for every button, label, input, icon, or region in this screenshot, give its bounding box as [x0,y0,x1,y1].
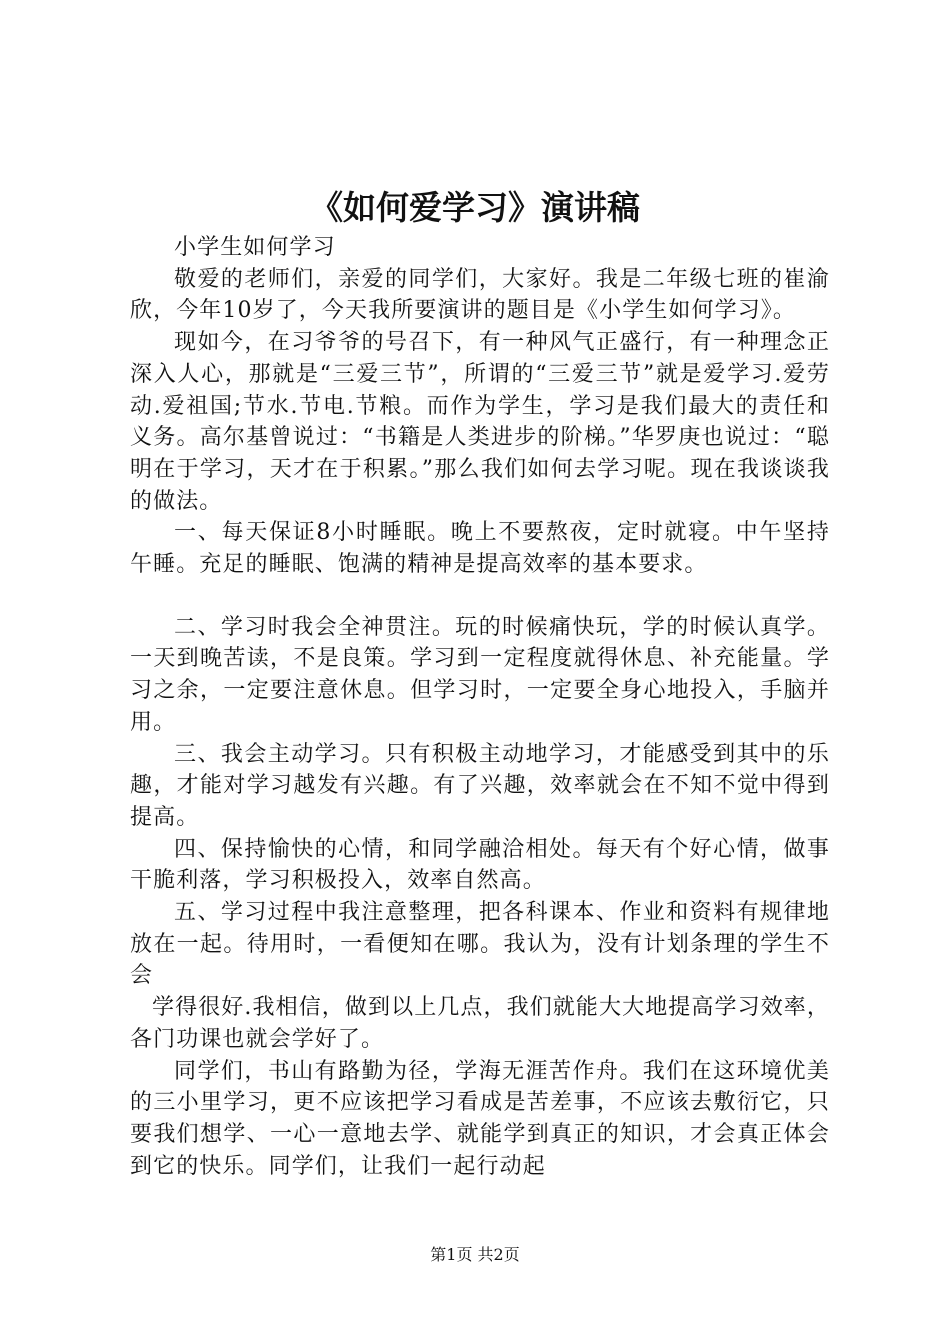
paragraph-point-2: 二、学习时我会全神贯注。玩的时候痛快玩，学的时候认真学。一天到晚苦读，不是良策。学习到一定程度就得休息、补充能量。学习之余，一定要注意休息。但学习时，一定要全身心地投入，手脑并用。 [130,614,830,735]
page-title: 《如何爱学习》演讲稿 [310,188,640,227]
paragraph-point-5: 五、学习过程中我注意整理，把各科课本、作业和资料有规律地放在一起。待用时，一看便知在哪。我认为，没有计划条理的学生不会 [130,900,830,989]
paragraph-point-3: 三、我会主动学习。只有积极主动地学习，才能感受到其中的乐趣，才能对学习越发有兴趣。有了兴趣，效率就会在不知不觉中得到提高。 [130,741,830,830]
paragraph-intro: 现如今，在习爷爷的号召下，有一种风气正盛行，有一种理念正深入人心，那就是“三爱三节”，所谓的“三爱三节”就是爱学习.爱劳动.爱祖国;节水.节电.节粮。而作为学生，学习是我们最大的责任和义务。高尔基曾说过：“书籍是人类进步的阶梯。”华罗庚也说过：“聪明在于学习，天才在于积累。”那么我们如何去学习呢。现在我谈谈我的做法。 [130,330,830,514]
paragraph-point-1: 一、每天保证8小时睡眠。晚上不要熬夜，定时就寝。中午坚持午睡。充足的睡眠、饱满的精神是提高效率的基本要求。 [130,520,830,578]
page-number-footer: 第1页 共2页 [430,1245,520,1264]
paragraph-greeting: 敬爱的老师们，亲爱的同学们，大家好。我是二年级七班的崔渝欣，今年10岁了，今天我所要演讲的题目是《小学生如何学习》。 [130,266,830,324]
paragraph-closing: 同学们，书山有路勤为径，学海无涯苦作舟。我们在这环境优美的三小里学习，更不应该把学习看成是苦差事，不应该去敷衍它，只要我们想学、一心一意地去学、就能学到真正的知识，才会真正体会到它的快乐。同学们，让我们一起行动起 [130,1058,830,1179]
paragraph-subtitle: 小学生如何学习 [174,235,336,260]
paragraph-point-4: 四、保持愉快的心情，和同学融洽相处。每天有个好心情，做事干脆利落，学习积极投入，效率自然高。 [130,836,830,894]
document-body [130,232,830,1182]
paragraph-point-5-continued: 学得很好.我相信，做到以上几点，我们就能大大地提高学习效率，各门功课也就会学好了。 [130,995,830,1052]
